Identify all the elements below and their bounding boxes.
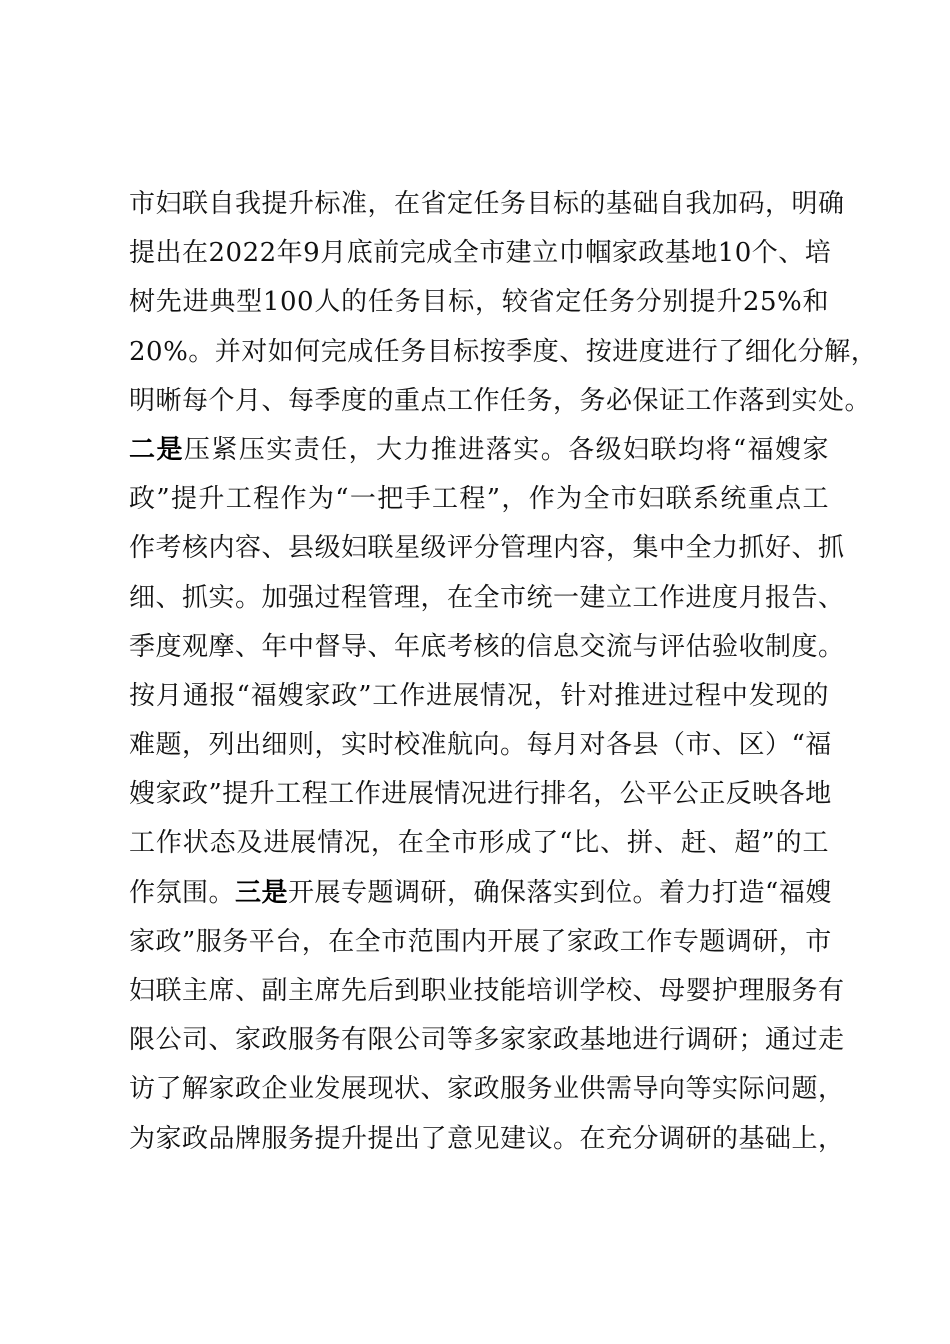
text-segment: 作考核内容、县级妇联星级评分管理内容，集中全力抓好、抓: [129, 533, 845, 564]
text-line: [129, 672, 829, 721]
text-line: [129, 426, 829, 475]
text-line: [129, 524, 845, 573]
text-segment: 限公司、家政服务有限公司等多家家政基地进行调研；通过走: [129, 1025, 845, 1056]
text-line: [129, 229, 832, 278]
bold-lead-phrase: 三是: [235, 877, 289, 908]
text-segment: 提出在2022年9月底前完成全市建立巾帼家政基地10个、培: [129, 238, 832, 269]
text-line: [129, 1115, 845, 1164]
text-line: [129, 278, 829, 327]
text-segment: 难题，列出细则，实时校准航向。每月对各县（市、区）“福: [129, 730, 832, 761]
text-segment: 为家政品牌服务提升提出了意见建议。在充分调研的基础上，: [129, 1123, 845, 1154]
text-line: [129, 918, 832, 967]
text-segment: 压紧压实责任，大力推进落实。各级妇联均将“福嫂家: [183, 434, 829, 465]
text-segment: 工作状态及进展情况，在全市形成了“比、拼、赶、超”的工: [129, 828, 829, 859]
text-segment: 访了解家政企业发展现状、家政服务业供需导向等实际问题，: [129, 1074, 845, 1105]
text-segment: 明晰每个月、每季度的重点工作任务，务必保证工作落到实处。: [129, 385, 872, 416]
bold-lead-phrase: 二是: [129, 434, 184, 465]
text-line: [129, 574, 845, 623]
text-segment: 嫂家政”提升工程工作进展情况进行排名，公平公正反映各地: [129, 779, 832, 810]
text-line: [129, 623, 845, 672]
text-line: [129, 1065, 845, 1114]
text-segment: 细、抓实。加强过程管理，在全市统一建立工作进度月报告、: [129, 582, 845, 613]
text-segment: 家政”服务平台，在全市范围内开展了家政工作专题调研，市: [129, 926, 832, 957]
text-line: [129, 328, 878, 377]
text-line: [129, 475, 829, 524]
text-segment: 妇联主席、副主席先后到职业技能培训学校、母婴护理服务有: [129, 976, 845, 1006]
text-line: [129, 721, 832, 770]
body-paragraph: [129, 180, 878, 1164]
text-line: [129, 377, 872, 426]
text-segment: 作氛围。: [129, 877, 236, 908]
text-line: [129, 770, 832, 819]
text-line: [129, 1016, 845, 1065]
text-segment: 20%。并对如何完成任务目标按季度、按进度进行了细化分解，: [129, 336, 878, 367]
text-segment: 政”提升工程作为“一把手工程”，作为全市妇联系统重点工: [129, 484, 829, 515]
text-line: [129, 967, 845, 1016]
text-line: [129, 180, 845, 229]
text-segment: 开展专题调研，确保落实到位。着力打造“福嫂: [288, 877, 832, 908]
text-segment: 按月通报“福嫂家政”工作进展情况，针对推进过程中发现的: [129, 680, 829, 711]
text-segment: 市妇联自我提升标准，在省定任务目标的基础自我加码，明确: [129, 189, 845, 219]
text-line: [129, 869, 832, 918]
text-segment: 季度观摩、年中督导、年底考核的信息交流与评估验收制度。: [129, 631, 845, 662]
text-line: [129, 819, 829, 868]
text-segment: 树先进典型100人的任务目标，较省定任务分别提升25%和: [129, 287, 829, 318]
